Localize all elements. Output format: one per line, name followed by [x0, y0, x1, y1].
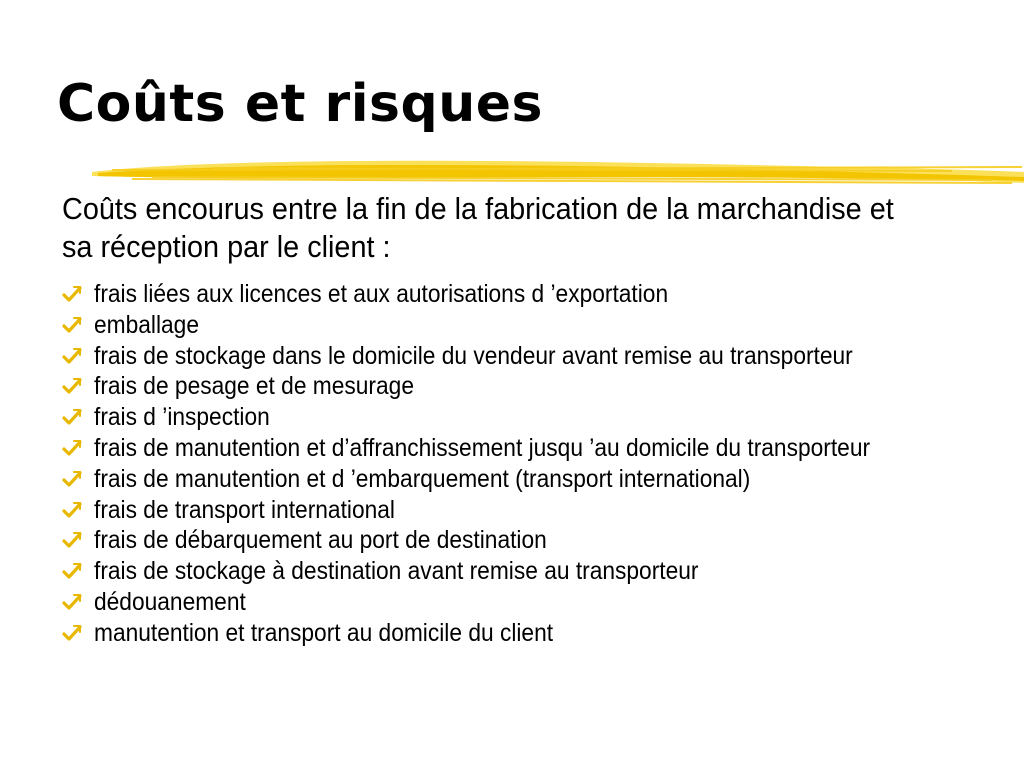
- bullet-text: frais de transport international: [94, 495, 395, 524]
- bullet-item: [62, 464, 1002, 495]
- bullet-item: [62, 371, 1002, 402]
- bullet-item: [62, 402, 1002, 433]
- bullet-text: frais de stockage dans le domicile du vendeur avant remise au transporteur: [94, 341, 853, 370]
- bullet-text: frais de pesage et de mesurage: [94, 372, 414, 401]
- bullet-item: [62, 495, 1002, 526]
- bullet-item: [62, 341, 1002, 372]
- bullet-text: frais liées aux licences et aux autorisations d ’exportation: [94, 280, 669, 308]
- bullet-text: dédouanement: [94, 587, 246, 616]
- pencil-check-icon: [62, 495, 94, 526]
- bullet-item: [62, 279, 1002, 310]
- bullet-text: frais d ’inspection: [94, 403, 270, 432]
- pencil-check-icon: [62, 525, 94, 556]
- bullet-text: manutention et transport au domicile du client: [94, 618, 554, 647]
- bullet-list: [62, 279, 1002, 649]
- pencil-check-icon: [62, 402, 94, 433]
- bullet-item: [62, 556, 1002, 587]
- bullet-item: [62, 310, 1002, 341]
- slide-title: Coûts et risques: [57, 74, 543, 134]
- bullet-item: [62, 433, 1002, 464]
- pencil-check-icon: [62, 341, 94, 372]
- pencil-check-icon: [62, 587, 94, 618]
- bullet-item: [62, 525, 1002, 556]
- pencil-check-icon: [62, 279, 94, 310]
- pencil-check-icon: [62, 556, 94, 587]
- bullet-text: frais de manutention et d’affranchissement jusqu ’au domicile du transporteur: [94, 433, 871, 462]
- bullet-item: [62, 587, 1002, 618]
- pencil-check-icon: [62, 464, 94, 495]
- bullet-text: emballage: [94, 310, 199, 339]
- pencil-check-icon: [62, 433, 94, 464]
- bullet-item: [62, 618, 1002, 649]
- bullet-text: frais de manutention et d ’embarquement (transport international): [94, 464, 751, 493]
- intro-text: Coûts encourus entre la fin de la fabrication de la marchandise et sa réception par le client :: [62, 191, 894, 264]
- pencil-check-icon: [62, 618, 94, 649]
- pencil-check-icon: [62, 310, 94, 341]
- bullet-text: frais de débarquement au port de destination: [94, 526, 547, 555]
- pencil-check-icon: [62, 371, 94, 402]
- bullet-text: frais de stockage à destination avant remise au transporteur: [94, 557, 699, 586]
